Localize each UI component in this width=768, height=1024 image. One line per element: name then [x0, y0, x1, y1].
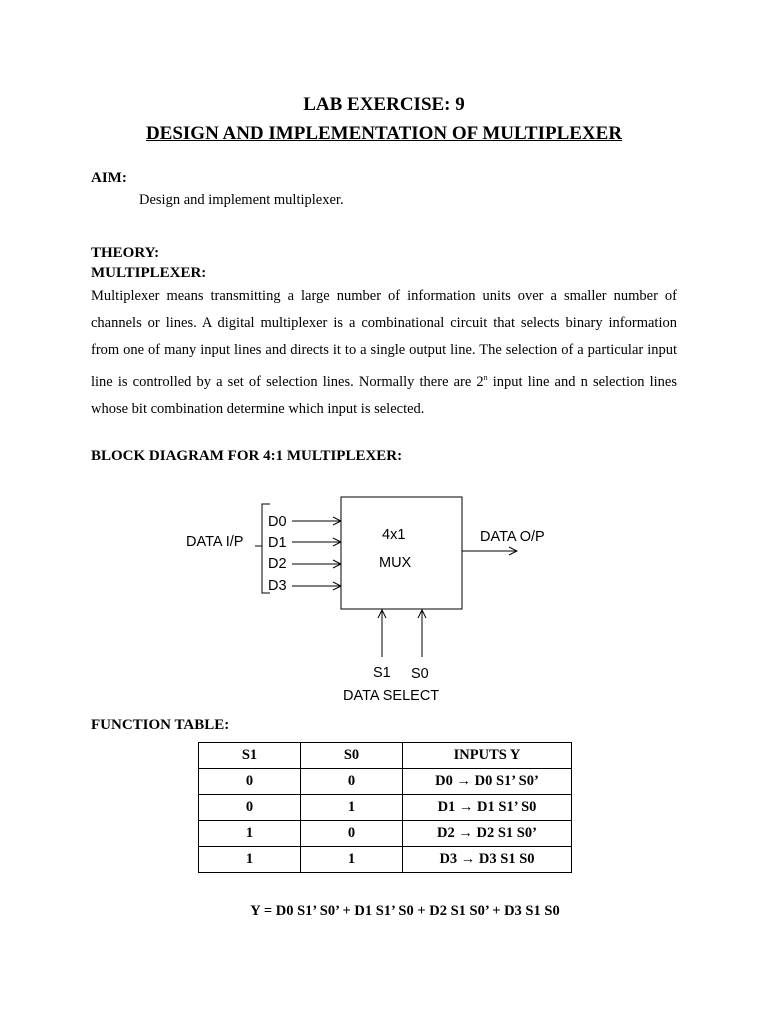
table-row	[199, 769, 572, 795]
table-cell: 0	[199, 769, 301, 795]
aim-heading: AIM:	[91, 170, 127, 186]
theory-text-end: input line and n selection lines whose bit combination determine which input is selected.	[91, 373, 677, 417]
table-row	[199, 847, 572, 873]
function-table-heading: FUNCTION TABLE:	[91, 717, 230, 733]
data-output-label: DATA O/P	[480, 529, 545, 545]
theory-superscript: n	[483, 373, 488, 382]
output-equation: Y = D0 S1’ S0’ + D1 S1’ S0 + D2 S1 S0’ + D3 S1 S0	[250, 903, 560, 919]
multiplexer-heading: MULTIPLEXER:	[91, 265, 207, 281]
table-cell: D2 → D2 S1 S0’	[403, 821, 572, 847]
input-d2-label: D2	[268, 556, 287, 572]
aim-text: Design and implement multiplexer.	[139, 192, 344, 208]
function-table	[198, 742, 572, 873]
table-header-row	[199, 743, 572, 769]
table-row	[199, 795, 572, 821]
theory-text: Multiplexer means transmitting a large number of information units over a smaller number of channels or lines. A digital multiplexer is a combinational circuit that selects binary information from one of many input lines and directs it to a single output line. The selection of a particular input line is controlled by a set of selection lines. Normally there are 2	[91, 288, 677, 390]
table-cell: 1	[301, 847, 403, 873]
table-header-cell: S0	[301, 743, 403, 769]
theory-heading: THEORY:	[91, 245, 160, 261]
table-cell: 1	[199, 821, 301, 847]
table-cell: D1 → D1 S1’ S0	[403, 795, 572, 821]
table-row	[199, 821, 572, 847]
data-select-label: DATA SELECT	[343, 688, 440, 704]
mux-box	[341, 497, 462, 609]
input-d1-label: D1	[268, 535, 287, 551]
table-cell: 0	[301, 769, 403, 795]
table-cell: 0	[199, 795, 301, 821]
mux-label: MUX	[379, 555, 412, 571]
select-s0-label: S0	[411, 666, 429, 682]
table-cell: 1	[301, 795, 403, 821]
table-cell: 1	[199, 847, 301, 873]
document-subtitle: DESIGN AND IMPLEMENTATION OF MULTIPLEXER	[145, 123, 623, 144]
mux-size-label: 4x1	[382, 527, 406, 543]
document-title: LAB EXERCISE: 9	[303, 94, 465, 115]
block-diagram-heading: BLOCK DIAGRAM FOR 4:1 MULTIPLEXER:	[91, 448, 403, 464]
input-d3-label: D3	[268, 578, 287, 594]
table-cell: D0 → D0 S1’ S0’	[403, 769, 572, 795]
input-d0-label: D0	[268, 514, 287, 530]
data-input-label: DATA I/P	[186, 534, 244, 550]
select-s1-label: S1	[373, 665, 391, 681]
table-cell: 0	[301, 821, 403, 847]
table-header-cell: INPUTS Y	[403, 743, 572, 769]
table-header-cell: S1	[199, 743, 301, 769]
table-cell: D3 → D3 S1 S0	[403, 847, 572, 873]
